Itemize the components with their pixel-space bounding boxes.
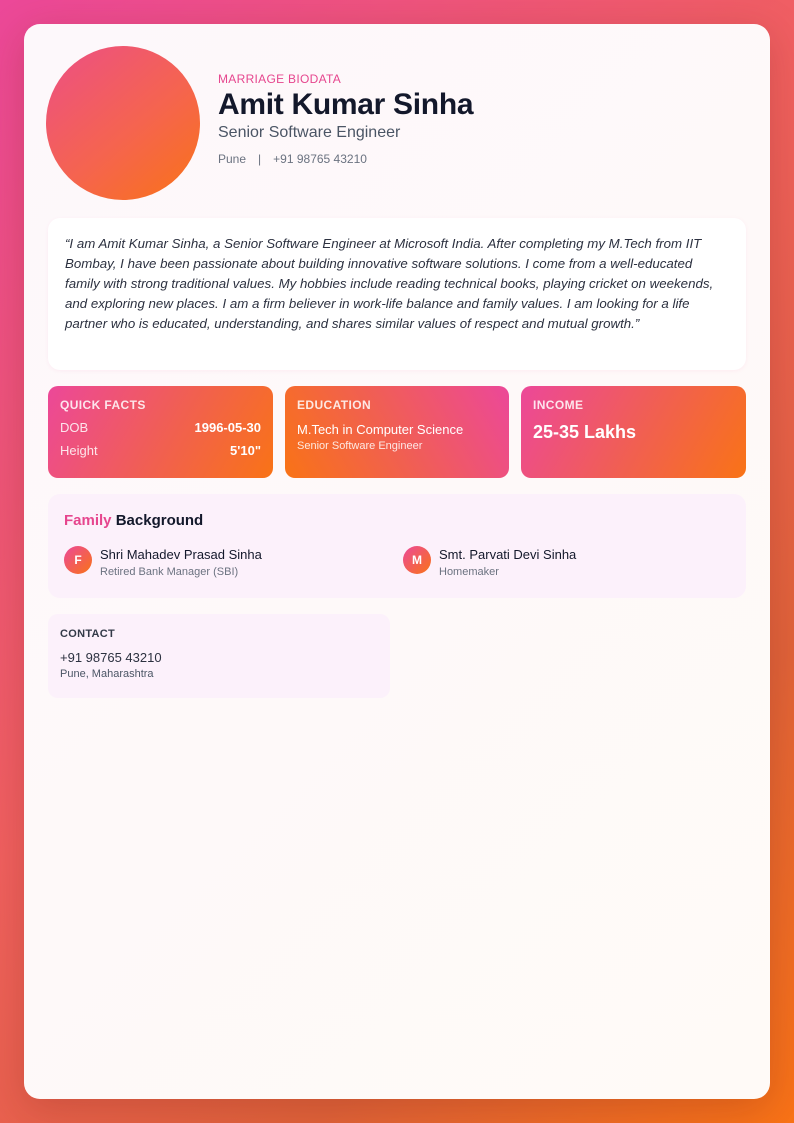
income-value: 25-35 Lakhs <box>533 422 637 442</box>
contact-location: Pune, Maharashtra <box>60 668 154 680</box>
mother-entry <box>403 546 576 580</box>
quick-facts-title: QUICK FACTS <box>60 398 146 412</box>
mother-initial-badge: M <box>403 546 431 574</box>
income-title: INCOME <box>533 398 584 412</box>
income-card <box>521 386 746 478</box>
profile-photo <box>46 46 200 200</box>
education-degree: M.Tech in Computer Science <box>297 422 464 437</box>
height-row <box>60 443 261 458</box>
quick-facts-card <box>48 386 273 478</box>
meta-separator: | <box>258 152 262 166</box>
profile-header <box>218 72 473 166</box>
height-value: 5'10" <box>230 443 261 458</box>
education-card <box>285 386 509 478</box>
biodata-card <box>24 24 770 1099</box>
family-title-accent: Family <box>64 512 112 529</box>
document-type-label: MARRIAGE BIODATA <box>218 72 342 86</box>
father-entry <box>64 546 262 580</box>
family-title <box>64 512 730 529</box>
profile-name: Amit Kumar Sinha <box>218 88 474 121</box>
dob-label: DOB <box>60 420 89 435</box>
contact-title: CONTACT <box>60 628 116 640</box>
father-initial-badge: F <box>64 546 92 574</box>
dob-row <box>60 420 261 435</box>
about-text: “I am Amit Kumar Sinha, a Senior Software Engineer at Microsoft India. After completing my M.Tech from IIT Bombay, I have been passionate about building innovative software solutions. I come from a well-educated family with strong traditional values. My hobbies include reading technical books, playing cricket on weekends, and exploring new places. I am a firm believer in work-life balance and family values. I am looking for a life partner who is educated, understanding, and shares similar values of respect and mutual growth.” <box>65 236 714 331</box>
profile-meta <box>218 152 473 166</box>
contact-card <box>48 614 390 698</box>
mother-role: Homemaker <box>439 566 499 578</box>
family-title-rest: Background <box>115 512 204 529</box>
profile-city: Pune <box>218 152 247 166</box>
father-name: Shri Mahadev Prasad Sinha <box>100 547 262 562</box>
education-title: EDUCATION <box>297 398 372 412</box>
father-role: Retired Bank Manager (SBI) <box>100 566 239 578</box>
dob-value: 1996-05-30 <box>194 420 261 435</box>
about-section <box>48 218 746 370</box>
profile-job-title: Senior Software Engineer <box>218 124 401 141</box>
contact-phone: +91 98765 43210 <box>60 650 162 665</box>
height-label: Height <box>60 443 98 458</box>
family-section <box>48 494 746 598</box>
profile-phone: +91 98765 43210 <box>273 152 367 166</box>
mother-name: Smt. Parvati Devi Sinha <box>439 547 577 562</box>
education-occupation: Senior Software Engineer <box>297 440 423 452</box>
